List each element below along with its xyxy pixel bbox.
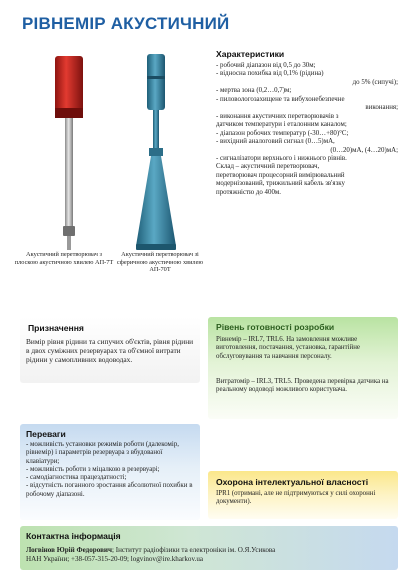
readiness-text-1: Рівнемір – IRL7, TRL6. На замовлення можливе виготовлення, постачання, установка, гарантійне обслуговування та навчання персоналу. [216,336,360,360]
characteristics-line: Склад – акустичний перетворювач, [216,163,320,171]
advantages-item: - самодіагностика працездатності; [26,474,127,482]
characteristics-line: - пиловологозахищене та вибухонебезпечне [216,95,345,103]
characteristics-line: - діапазон робочих температур (-30…+80)°С; [216,129,349,137]
characteristics-line: - вихідний аналоговий сигнал (0…5)мА, [216,138,335,146]
characteristics-line: перетворювач процесорний вимірювальний [216,171,345,179]
readiness-panel [208,317,398,419]
purpose-panel [20,317,200,383]
advantages-item: - можливість роботи з міцалкою в резервуарі; [26,465,160,473]
readiness-text-2: Витратомір – IRL3, TRL5. Проведена перевірка датчика на реальному водоводі можливого користувача. [216,378,389,394]
characteristics-line: до 5% (сипучі); [352,78,398,86]
characteristics-line: (0…20)мА, (4…20)мА; [330,146,398,154]
advantages-item: - відсутність поганного зростання абсолютної похибки в робочому діапазоні. [26,482,193,498]
characteristics-line: датчиком температури і еталонним каналом; [216,121,347,129]
caption-sensor-ap70t: Акустичний перетворювач зі сферичною акустичною хвилею АП-70Т [116,251,204,274]
contact-institute: ; Інститут радіофізики та електроніки ім. О.Я.Усикова [112,546,276,554]
characteristics-list [216,62,398,197]
purpose-text: Вимір рівня рідини та сипучих об'єктів, рівня рідини в двох суміжних резервуарах та об'ємної витрати рідини у самопливних водоводах. [26,337,194,365]
advantages-list [26,441,196,499]
characteristics-heading: Характеристики [216,49,285,59]
ip-panel [208,471,398,519]
contact-details: НАН України; +38-057-315-20-09; logvinov@ire.kharkov.ua [26,554,204,563]
contact-panel [20,526,398,570]
readiness-heading: Рівень готовності розробки [216,322,335,332]
characteristics-line: протяжністю до 400м. [216,188,281,196]
characteristics-line: - мертва зона (0,2…0,7)м; [216,87,292,95]
characteristics-line: модернізований, трижильний кабель зв'язку [216,180,346,188]
page-title: РІВНЕМІР АКУСТИЧНИЙ [22,14,230,33]
ip-heading: Охорона інтелектуальної власності [216,477,369,487]
characteristics-line: - відносна похибка від 0,1% (рідина) [216,70,324,78]
advantages-item: - можливість установки режимів роботи (далекомір, рівнемір) і параметрів резервуара з вбудованої клавіатури; [26,441,179,465]
contact-info [26,546,396,563]
characteristics-line: - сигналізатори верхнього і нижнього рівнів. [216,154,347,162]
sensor-ap70t-image [132,50,180,254]
ip-text: IPR1 (отримані, але не підтримуються у силі охоронні документи). [216,490,376,506]
advantages-panel [20,424,200,520]
characteristics-line: - робочий діапазон від 0,5 до 30м; [216,62,316,69]
characteristics-line: виконання; [365,104,398,112]
contact-heading: Контактна інформація [26,531,121,541]
caption-sensor-ap7t: Акустичний перетворювач з плоскою акустичною хвилею АП-7Т [14,251,114,266]
characteristics-line: - виконання акустичних перетворювачів з [216,112,339,120]
purpose-heading: Призначення [28,323,84,333]
advantages-heading: Переваги [26,429,66,439]
contact-name: Логвінов Юрій Федорович [26,546,113,554]
sensor-ap7t-image [52,54,86,254]
